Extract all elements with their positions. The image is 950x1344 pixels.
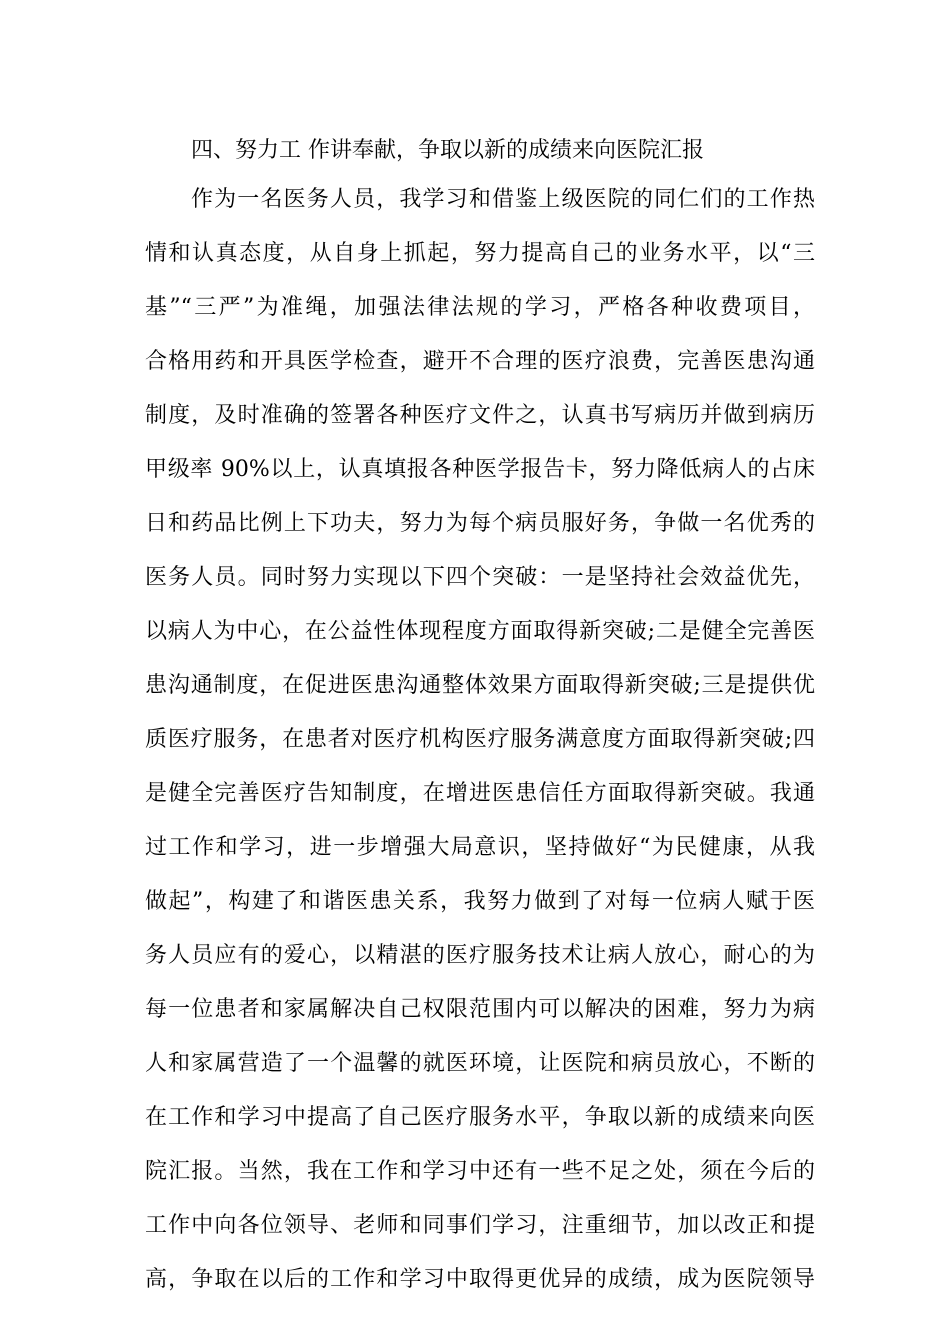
paragraph-line: 做起”，构建了和谐医患关系，我努力做到了对每一位病人赋于医	[145, 889, 815, 914]
paragraph-line: 是健全完善医疗告知制度，在增进医患信任方面取得新突破。我通	[145, 781, 815, 806]
paragraph-line: 作为一名医务人员，我学习和借鉴上级医院的同仁们的工作热	[191, 187, 815, 212]
paragraph-line: 院汇报。当然，我在工作和学习中还有一些不足之处，须在今后的	[145, 1159, 815, 1184]
section-heading: 四、努力工 作讲奉献，争取以新的成绩来向医院汇报	[191, 138, 704, 163]
paragraph-line: 情和认真态度，从自身上抓起，努力提高自己的业务水平，以“三	[145, 241, 815, 266]
paragraph-line: 基”“三严”为准绳，加强法律法规的学习，严格各种收费项目，	[145, 295, 815, 320]
paragraph-line: 以病人为中心，在公益性体现程度方面取得新突破;二是健全完善医	[145, 619, 815, 644]
paragraph-line: 每一位患者和家属解决自己权限范围内可以解决的困难，努力为病	[145, 997, 815, 1022]
paragraph-line: 患沟通制度，在促进医患沟通整体效果方面取得新突破;三是提供优	[145, 673, 815, 698]
paragraph-line: 医务人员。同时努力实现以下四个突破：一是坚持社会效益优先，	[145, 565, 815, 590]
paragraph-line: 制度，及时准确的签署各种医疗文件之，认真书写病历并做到病历	[145, 403, 815, 428]
paragraph-line: 高，争取在以后的工作和学习中取得更优异的成绩，成为医院领导	[145, 1267, 815, 1292]
paragraph-line: 务人员应有的爱心，以精湛的医疗服务技术让病人放心，耐心的为	[145, 943, 815, 968]
paragraph-line: 人和家属营造了一个温馨的就医环境，让医院和病员放心，不断的	[145, 1051, 815, 1076]
paragraph-line: 甲级率 90%以上，认真填报各种医学报告卡，努力降低病人的占床	[145, 457, 815, 482]
paragraph-line: 过工作和学习，进一步增强大局意识，坚持做好“为民健康，从我	[145, 835, 815, 860]
paragraph-line: 工作中向各位领导、老师和同事们学习，注重细节，加以改正和提	[145, 1213, 815, 1238]
paragraph-line: 日和药品比例上下功夫，努力为每个病员服好务，争做一名优秀的	[145, 511, 815, 536]
paragraph-line: 合格用药和开具医学检查，避开不合理的医疗浪费，完善医患沟通	[145, 349, 815, 374]
paragraph-line: 在工作和学习中提高了自己医疗服务水平，争取以新的成绩来向医	[145, 1105, 815, 1130]
paragraph-line: 质医疗服务，在患者对医疗机构医疗服务满意度方面取得新突破;四	[145, 727, 815, 752]
